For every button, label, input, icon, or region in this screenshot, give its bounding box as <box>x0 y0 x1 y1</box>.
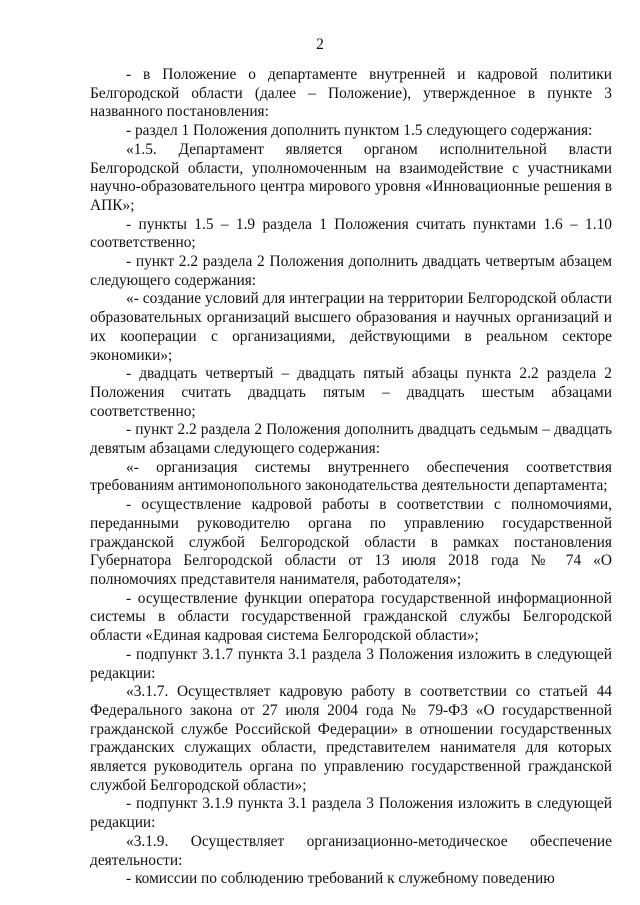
paragraph-3: «1.5. Департамент является органом исполнительной власти Белгородской области, уполномоченным на взаимодействие с участниками научно-образовательного центра мирового уровня «Инновационные решения в АПК»; <box>90 140 612 214</box>
paragraph-6: «- создание условий для интеграции на территории Белгородской области образовательных организаций высшего образования и научных организаций и их кооперации с организациями, действующими в реальном секторе экономики»; <box>90 290 612 364</box>
document-body <box>90 66 612 889</box>
paragraph-10: - осуществление кадровой работы в соответствии с полномочиями, переданными руководителю органа по управлению государственной гражданской службой Белгородской области в рамках постановления Губернатора Белгородской области от 13 июля 2018 года № 74 «О полномочиях представителя нанимателя, работодателя»; <box>90 496 612 588</box>
paragraph-16: - комиссии по соблюдению требований к служебному поведению <box>126 870 555 888</box>
paragraph-15: «3.1.9. Осуществляет организационно-методическое обеспечение деятельности: <box>90 832 612 869</box>
paragraph-7: - двадцать четвертый – двадцать пятый абзацы пункта 2.2 раздела 2 Положения считать двадцать пятым – двадцать шестым абзацами соответственно; <box>90 365 612 420</box>
paragraph-9: «- организация системы внутреннего обеспечения соответствия требованиям антимонопольного законодательства деятельности департамента; <box>90 458 612 495</box>
paragraph-5: - пункт 2.2 раздела 2 Положения дополнить двадцать четвертым абзацем следующего содержания: <box>90 253 612 289</box>
paragraph-1: - в Положение о департаменте внутренней и кадровой политики Белгородской области (далее – Положение), утвержденное в пункте 3 названного постановления: <box>90 66 612 121</box>
page-number: 2 <box>316 36 324 53</box>
paragraph-11: - осуществление функции оператора государственной информационной системы в области государственной гражданской службы Белгородской области «Единая кадровая система Белгородской области»; <box>90 589 612 645</box>
paragraph-8: - пункт 2.2 раздела 2 Положения дополнить двадцать седьмым – двадцать девятым абзацами следующего содержания: <box>90 421 612 458</box>
paragraph-14: - подпункт 3.1.9 пункта 3.1 раздела 3 Положения изложить в следующей редакции: <box>90 795 612 832</box>
paragraph-4: - пункты 1.5 – 1.9 раздела 1 Положения считать пунктами 1.6 – 1.10 соответственно; <box>90 215 612 252</box>
paragraph-12: - подпункт 3.1.7 пункта 3.1 раздела 3 Положения изложить в следующей редакции: <box>90 645 612 682</box>
paragraph-13: «3.1.7. Осуществляет кадровую работу в соответствии со статьей 44 Федерального закона от 27 июля 2004 года № 79-ФЗ «О государственной гражданской службе Российской Федерации» в отношении государственных гражданских служащих области, представителем нанимателя для которых является руководитель органа по управлению государственной гражданской службой Белгородской области»; <box>90 683 612 794</box>
paragraph-2: - раздел 1 Положения дополнить пунктом 1.5 следующего содержания: <box>126 122 593 140</box>
